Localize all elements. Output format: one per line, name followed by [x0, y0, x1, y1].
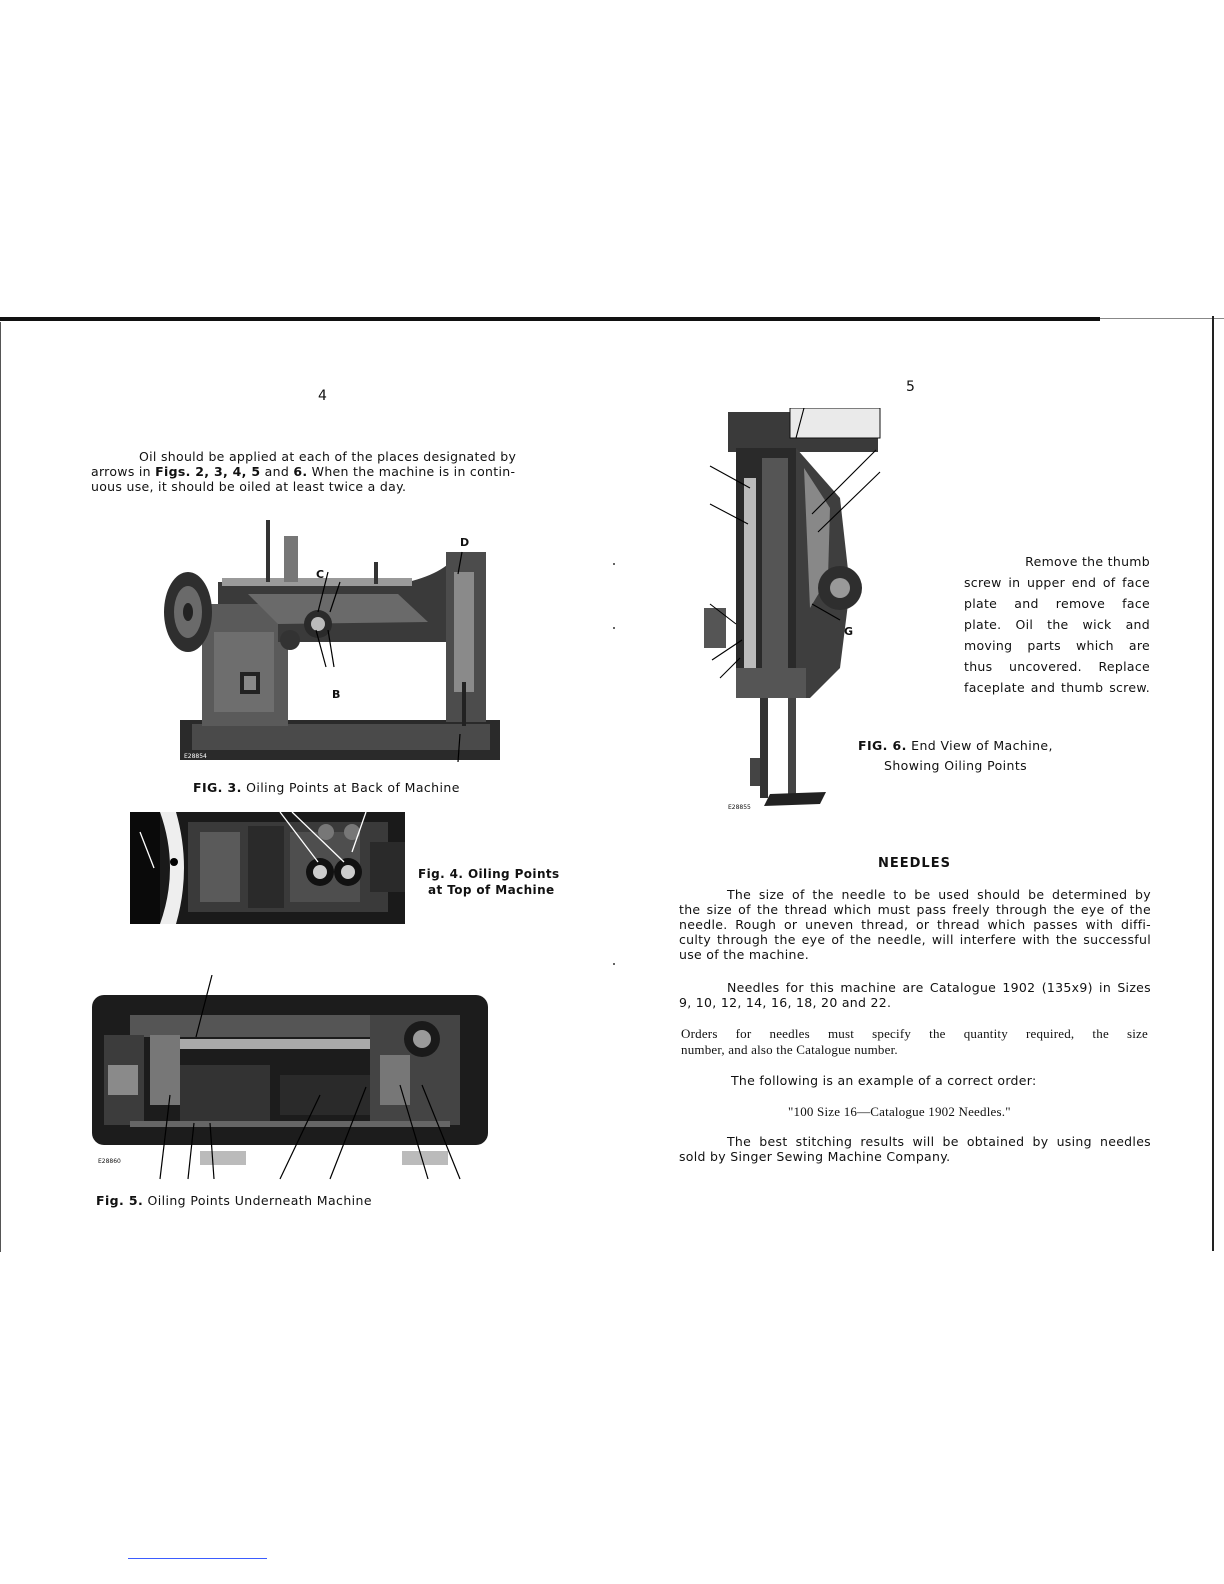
fig3-machine-illustration — [158, 512, 503, 766]
fig5-machine-illustration — [90, 975, 490, 1180]
needles-p1-line: use of the machine. — [679, 947, 809, 962]
needles-p1-line: needle. Rough or uneven thread, or thread which passes with diffi- — [679, 917, 1151, 932]
intro-paragraph — [91, 449, 551, 494]
fig6-side-line: thus uncovered. Replace — [964, 659, 1150, 674]
fig6-caption-line-2: Showing Oiling Points — [884, 758, 1028, 773]
fig4-caption-line-2: at Top of Machine — [428, 883, 555, 897]
intro-line-3: uous use, it should be oiled at least twice a day. — [91, 479, 407, 494]
needles-paragraph-3 — [681, 1026, 1148, 1058]
fig6-caption-line-1: FIG. 6. End View of Machine, — [858, 738, 1053, 753]
needles-p1-line: the size of the thread which must pass freely through the eye of the — [679, 902, 1151, 917]
page-number-left: 4 — [318, 388, 327, 404]
fig6-side-line: moving parts which are — [964, 638, 1150, 653]
fig6-end-view — [700, 408, 890, 818]
page-number-right: 5 — [906, 379, 915, 395]
fig3-label-c: C — [316, 568, 325, 581]
fig6-side-line: faceplate and thumb screw. — [964, 680, 1150, 695]
top-rule-tail — [1100, 318, 1224, 319]
needles-p1-line: culty through the eye of the needle, will interfere with the successful — [679, 932, 1151, 947]
fig4-caption-line-1: Fig. 4. Oiling Points — [418, 867, 560, 881]
fig3-label-b: B — [332, 688, 341, 701]
needles-p5-line: sold by Singer Sewing Machine Company. — [679, 1149, 951, 1164]
top-rule — [0, 317, 1100, 321]
scan-dot — [613, 563, 615, 565]
bottom-link-underline — [128, 1558, 267, 1559]
fig6-side-line: plate. Oil the wick and — [964, 617, 1150, 632]
needles-p5-line: The best stitching results will be obtained by using needles — [727, 1134, 1151, 1149]
needles-paragraph-2 — [679, 980, 1151, 1010]
fig6-side-line: plate and remove face — [964, 596, 1150, 611]
fig6-plate-code: E28855 — [728, 804, 751, 811]
needles-p1-line: The size of the needle to be used should be determined by — [727, 887, 1151, 902]
fig4-machine-illustration — [130, 812, 405, 924]
fig6-side-line: Remove the thumb — [1025, 554, 1150, 569]
fig5-underneath-machine — [90, 975, 490, 1180]
fig3-caption: FIG. 3. Oiling Points at Back of Machine — [193, 780, 460, 795]
needles-p3-line: number, and also the Catalogue number. — [681, 1042, 898, 1057]
fig4-top-of-machine — [130, 812, 405, 924]
right-edge-rule — [1212, 316, 1214, 1251]
needles-p3-line: Orders for needles must specify the quantity required, the size — [681, 1026, 1148, 1041]
fig5-caption: Fig. 5. Oiling Points Underneath Machine — [96, 1193, 372, 1208]
fig6-machine-illustration — [700, 408, 890, 818]
needles-paragraph-4: The following is an example of a correct order: — [731, 1073, 1037, 1088]
fig6-side-line: screw in upper end of face — [964, 575, 1150, 590]
needles-p2-line: 9, 10, 12, 14, 16, 18, 20 and 22. — [679, 995, 892, 1010]
scan-dot — [613, 963, 615, 965]
scan-dot — [613, 627, 615, 629]
fig6-label-g: G — [844, 625, 854, 638]
fig6-side-instructions — [964, 551, 1150, 698]
intro-line-1: Oil should be applied at each of the places designated by — [139, 449, 517, 464]
left-edge-rule — [0, 322, 1, 1252]
needles-paragraph-1 — [679, 887, 1151, 962]
fig3-label-d: D — [460, 536, 470, 549]
fig5-plate-code: E28860 — [98, 1158, 121, 1165]
needles-p2-line: Needles for this machine are Catalogue 1902 (135x9) in Sizes — [727, 980, 1151, 995]
intro-line-2: arrows in Figs. 2, 3, 4, 5 and 6. When the machine is in contin- — [91, 464, 516, 479]
needles-heading: NEEDLES — [878, 856, 951, 871]
needles-paragraph-5 — [679, 1134, 1151, 1164]
fig3-back-of-machine — [158, 512, 503, 766]
fig3-plate-code: E28854 — [184, 753, 207, 760]
needles-order-example: "100 Size 16—Catalogue 1902 Needles." — [788, 1104, 1011, 1119]
